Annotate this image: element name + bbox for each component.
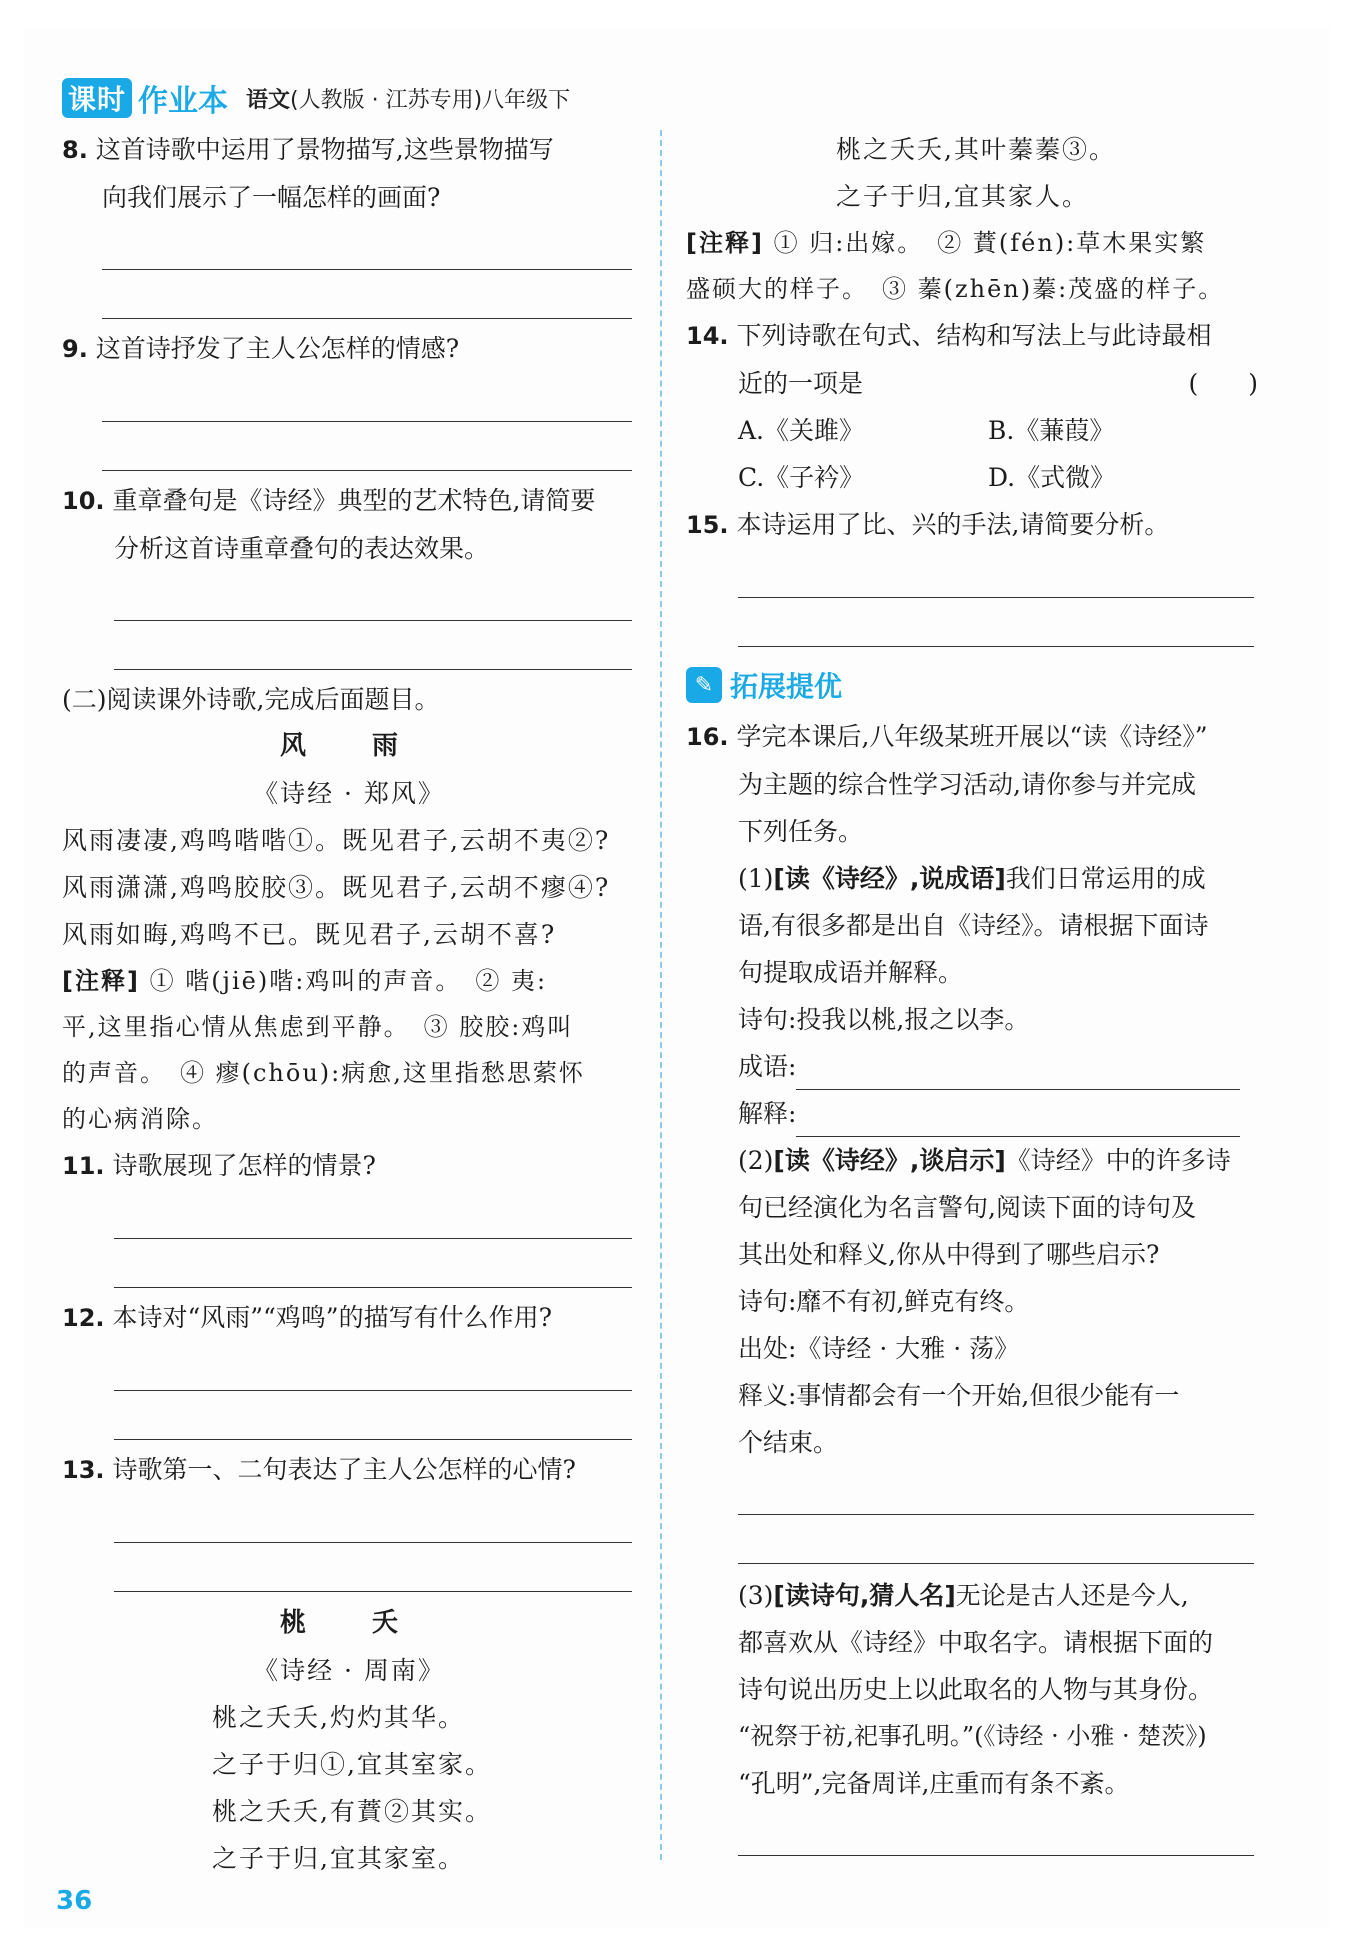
question-text: 重章叠句是《诗经》典型的艺术特色,请简要 [112,486,596,515]
choice-c[interactable]: C.《子衿》 [738,463,865,492]
section-title: 拓展提优 [730,670,843,703]
right-column [686,126,1258,1856]
question-text: 学完本课后,八年级某班开展以“读《诗经》” [736,722,1208,751]
subtask-text: 都喜欢从《诗经》中取名字。请根据下面的 [738,1628,1214,1657]
poem-source: 《诗经 · 郑风》 [253,779,445,808]
annotation-text: 平,这里指心情从焦虑到平静。 ③ 胶胶:鸡叫 [62,1013,574,1041]
answer-line[interactable] [738,1515,1254,1564]
answer-line[interactable] [738,598,1254,647]
choice-row [686,454,1258,501]
subtask-3 [686,1572,1258,1619]
choice-row [686,407,1258,454]
poem-title: 风 雨 [279,731,418,761]
subtask-label: [读诗句,猜人名] [773,1581,956,1610]
poem-line: 之子于归,宜其家室。 [212,1844,465,1873]
poem-line: 风雨潇潇,鸡鸣胶胶③。既见君子,云胡不瘳④? [62,873,611,902]
poem-meaning: “孔明”,完备周详,庄重而有条不紊。 [738,1769,1130,1798]
idiom-label: 成语: [738,1052,797,1081]
annotation-label: [注释] [62,967,140,995]
poem-line: 风雨如晦,鸡鸣不已。既见君子,云胡不喜? [62,920,557,949]
question-number: 8. [62,136,88,164]
annotation [686,220,1258,266]
poem-line: 之子于归,宜其家人。 [836,182,1089,211]
subtask-text: 无论是古人还是今人, [955,1581,1189,1610]
question-text: 本诗对“风雨”“鸡鸣”的描写有什么作用? [112,1303,552,1332]
idiom-answer-line[interactable] [796,1059,1240,1090]
question-10 [62,477,636,670]
answer-line[interactable] [114,1239,632,1288]
answer-line[interactable] [114,572,632,621]
question-text: 为主题的综合性学习活动,请你参与并完成 [738,770,1196,799]
poem-line: 桃之夭夭,其叶蓁蓁③。 [836,135,1116,164]
annotation-text: 盛硕大的样子。 ③ 蓁(zhēn)蓁:茂盛的样子。 [686,275,1225,303]
answer-line[interactable] [114,1543,632,1592]
annotation-text: ① 喈(jiē)喈:鸡叫的声音。 ② 夷: [139,967,548,995]
poem-line: 桃之夭夭,有蕡②其实。 [212,1797,492,1826]
answer-line[interactable] [114,1342,632,1391]
question-text: 下列任务。 [738,817,864,846]
answer-line[interactable] [738,549,1254,598]
question-text: 本诗运用了比、兴的手法,请简要分析。 [736,510,1170,539]
page-header [62,76,570,120]
answer-line[interactable] [102,221,632,270]
question-8 [62,126,636,319]
question-number: 10. [62,487,105,515]
question-13 [62,1446,636,1592]
poem-quote: 诗句:靡不有初,鲜克有终。 [738,1287,1030,1316]
annotation-text: 的心病消除。 [62,1105,218,1133]
question-text: 近的一项是 [738,369,864,398]
subtask-text: 诗句说出历史上以此取名的人物与其身份。 [738,1675,1214,1704]
question-number: 9. [62,335,88,363]
subtask-1 [686,855,1258,902]
poem-line: 风雨凄凄,鸡鸣喈喈①。既见君子,云胡不夷②? [62,826,611,855]
part-two-intro: (二)阅读课外诗歌,完成后面题目。 [62,685,440,714]
subtask-text: 我们日常运用的成 [1005,864,1206,893]
subtask-label: [读《诗经》,说成语] [773,864,1006,893]
question-text: 这首诗抒发了主人公怎样的情感? [95,334,460,363]
explain-answer-line[interactable] [796,1106,1240,1137]
annotation-text: 的声音。 ④ 瘳(chōu):病愈,这里指愁思萦怀 [62,1059,585,1087]
answer-bracket[interactable]: ( ) [1188,369,1258,398]
subtask-text: 句提取成语并解释。 [738,958,964,987]
question-number: 13. [62,1456,105,1484]
annotation-text: ① 归:出嫁。 ② 蕡(fén):草木果实繁 [763,229,1207,257]
question-text: 分析这首诗重章叠句的表达效果。 [114,534,490,563]
subject-name: 语文 [246,87,291,113]
poem-quote: “祝祭于祊,祀事孔明。”(《诗经 · 小雅 · 楚茨》) [738,1722,1207,1750]
explain-label: 解释: [738,1099,797,1128]
column-divider [660,130,662,1860]
question-number: 12. [62,1304,105,1332]
idiom-row [686,1043,1258,1090]
annotation [62,958,636,1004]
poem-taoyao [62,1600,636,1882]
question-14 [686,312,1258,501]
poem-meaning: 个结束。 [738,1428,839,1457]
poem-line: 之子于归①,宜其室家。 [212,1750,492,1779]
question-11 [62,1142,636,1288]
question-number: 15. [686,511,729,539]
pencil-icon: ✎ [686,667,722,703]
question-number: 16. [686,723,729,751]
answer-line[interactable] [114,621,632,670]
explain-row [686,1090,1258,1137]
subject-info [246,83,570,114]
question-text: 这首诗歌中运用了景物描写,这些景物描写 [95,135,554,164]
edition: (人教版 · 江苏专用)八年级下 [290,87,571,113]
subtask-number: (2) [738,1146,774,1175]
subtask-2 [686,1137,1258,1184]
poem-source: 出处:《诗经 · 大雅 · 荡》 [738,1334,1020,1363]
left-column [62,126,636,1882]
question-text: 诗歌展现了怎样的情景? [112,1151,376,1180]
subtask-number: (1) [738,864,774,893]
question-16 [686,713,1258,1856]
question-number: 14. [686,322,729,350]
logo: 课时 [62,78,132,118]
subtask-text: 句已经演化为名言警句,阅读下面的诗句及 [738,1193,1196,1222]
page-number: 36 [56,1886,93,1916]
question-15 [686,501,1258,647]
answer-line[interactable] [738,1466,1254,1515]
poem-meaning: 释义:事情都会有一个开始,但很少能有一 [738,1381,1180,1410]
answer-line[interactable] [102,373,632,422]
subtask-label: [读《诗经》,谈启示] [773,1146,1006,1175]
subtask-text: 其出处和释义,你从中得到了哪些启示? [738,1240,1160,1269]
choice-d[interactable]: D.《式微》 [988,463,1116,492]
answer-line[interactable] [738,1807,1254,1856]
subtask-text: 语,有很多都是出自《诗经》。请根据下面诗 [738,911,1209,940]
question-text: 诗歌第一、二句表达了主人公怎样的心情? [112,1455,576,1484]
section-header [686,657,1258,713]
poem-fengyu [62,723,636,1142]
subtask-number: (3) [738,1581,774,1610]
poem-line: 桃之夭夭,灼灼其华。 [212,1703,465,1732]
question-text: 向我们展示了一幅怎样的画面? [102,183,441,212]
question-number: 11. [62,1152,105,1180]
choice-b[interactable]: B.《蒹葭》 [988,416,1115,445]
question-12 [62,1294,636,1440]
question-9 [62,325,636,471]
annotation-label: [注释] [686,229,764,257]
question-text: 下列诗歌在句式、结构和写法上与此诗最相 [736,321,1212,350]
poem-title: 桃 夭 [279,1608,418,1638]
answer-line[interactable] [102,270,632,319]
poem-source: 《诗经 · 周南》 [253,1656,445,1685]
answer-line[interactable] [114,1391,632,1440]
subtask-text: 《诗经》中的许多诗 [1005,1146,1231,1175]
answer-line[interactable] [114,1494,632,1543]
logo-text: 作业本 [138,84,229,119]
answer-line[interactable] [114,1190,632,1239]
answer-line[interactable] [102,422,632,471]
choice-a[interactable]: A.《关雎》 [738,416,865,445]
poem-quote: 诗句:投我以桃,报之以李。 [738,1005,1030,1034]
